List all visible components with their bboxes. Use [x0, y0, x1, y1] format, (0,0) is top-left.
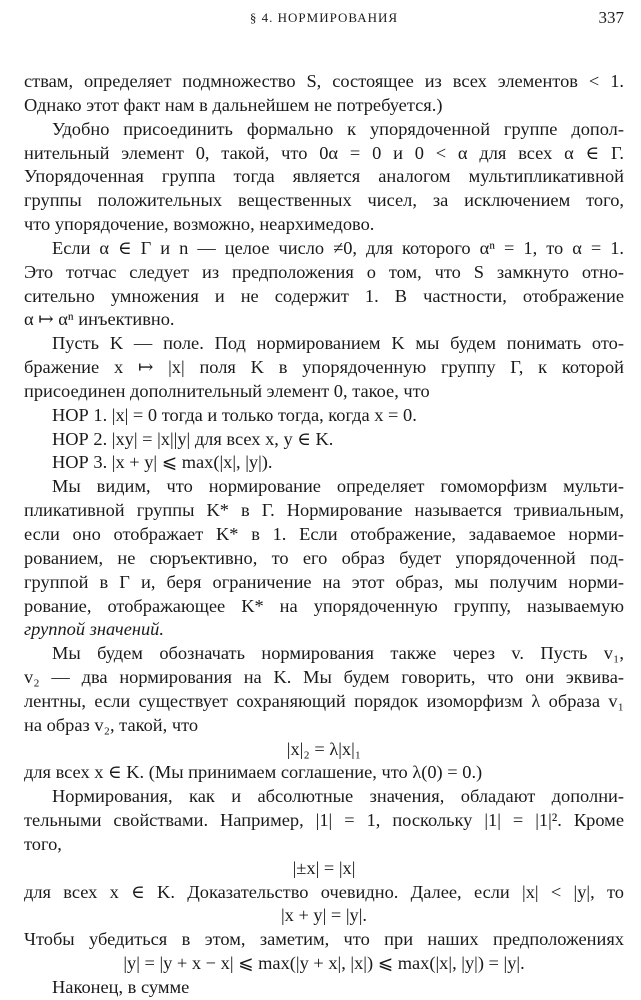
axiom-line: НОР 2. |xy| = |x||y| для всех x, y ∈ K.	[52, 429, 334, 449]
text-line: для всех x ∈ K. Доказательство очевидно. Далее, если |x| < |y|, то	[24, 882, 624, 902]
display-formula: |x|₂ = λ|x|₁	[286, 739, 362, 759]
text-line: нительный элемент 0, такой, что 0α = 0 и 0 < α для всех α ∈ Γ.	[24, 143, 624, 163]
text-line: для всех x ∈ K. (Мы принимаем соглашение, что λ(0) = 0.)	[24, 762, 483, 782]
text-line: рованием, не сюръективно, то его образ будет упорядоченной под-	[24, 548, 624, 568]
text-line: Мы будем обозначать нормирования также через v. Пусть v₁,	[52, 643, 624, 663]
text-line: Упорядоченная группа тогда является аналогом мультипликативной	[24, 166, 624, 186]
text-line: если оно отображает K* в 1. Если отображение, задаваемое норми-	[24, 524, 624, 544]
text-line: рование, отображающее K* на упорядоченную группу, называемую	[24, 596, 624, 616]
text-line: присоединен дополнительный элемент 0, такое, что	[24, 381, 430, 401]
page-number: 337	[598, 8, 624, 27]
text-line: Чтобы убедиться в этом, заметим, что при наших предположениях	[24, 929, 624, 949]
text-line: v₂ — два нормирования на K. Мы будем говорить, что они эквива-	[24, 667, 624, 687]
display-formula: |x + y| = |y|.	[280, 905, 368, 925]
display-formula: |y| = |y + x − x| ⩽ max(|y + x|, |x|) ⩽ max(|x|, |y|) = |y|.	[123, 953, 525, 973]
text-line: сительно умножения и не содержит 1. В частности, отображение	[24, 286, 624, 306]
section-title: § 4. НОРМИРОВАНИЯ	[249, 10, 399, 25]
text-line: Пусть K — поле. Под нормированием K мы будем понимать ото-	[52, 333, 624, 353]
text-line: Однако этот факт нам в дальнейшем не потребуется.)	[24, 95, 443, 115]
text-line: пликативной группы K* в Γ. Нормирование называется тривиальным,	[24, 500, 624, 520]
text-line: Наконец, в сумме	[52, 977, 190, 997]
text-line: Если α ∈ Γ и n — целое число ≠0, для которого αⁿ = 1, то α = 1.	[52, 238, 624, 258]
text-line: Это тотчас следует из предположения о том, что S замкнуто отно-	[24, 262, 624, 282]
text-line: на образ v₂, такой, что	[24, 715, 199, 735]
text-line: бражение x ↦ |x| поля K в упорядоченную группу Γ, к которой	[24, 357, 624, 377]
text-line: группой значений.	[24, 619, 164, 639]
text-line: группы положительных вещественных чисел, за исключением того,	[24, 190, 624, 210]
text-line: того,	[24, 834, 62, 854]
running-header	[24, 8, 624, 30]
text-line: ствам, определяет подмножество S, состоящее из всех элементов < 1.	[24, 71, 624, 91]
text-line: тельными свойствами. Например, |1| = 1, поскольку |1| = |1|². Кроме	[24, 810, 624, 830]
text-line: что упорядочение, возможно, неархимедово.	[24, 214, 375, 234]
text-line: Мы видим, что нормирование определяет гомоморфизм мульти-	[52, 476, 624, 496]
axiom-line: НОР 1. |x| = 0 тогда и только тогда, когда x = 0.	[52, 405, 417, 425]
text-line: Нормирования, как и абсолютные значения, обладают дополни-	[52, 786, 624, 806]
text-line: Удобно присоединить формально к упорядоченной группе допол-	[52, 119, 624, 139]
display-formula: |±x| = |x|	[292, 858, 356, 878]
text-line: α ↦ αⁿ инъективно.	[24, 309, 175, 329]
text-line: группой в Γ и, беря ограничение на этот образ, мы получим норми-	[24, 572, 624, 592]
axiom-line: НОР 3. |x + y| ⩽ max(|x|, |y|).	[52, 452, 273, 472]
text-line: лентны, если существует сохраняющий порядок изоморфизм λ образа v₁	[24, 691, 624, 711]
